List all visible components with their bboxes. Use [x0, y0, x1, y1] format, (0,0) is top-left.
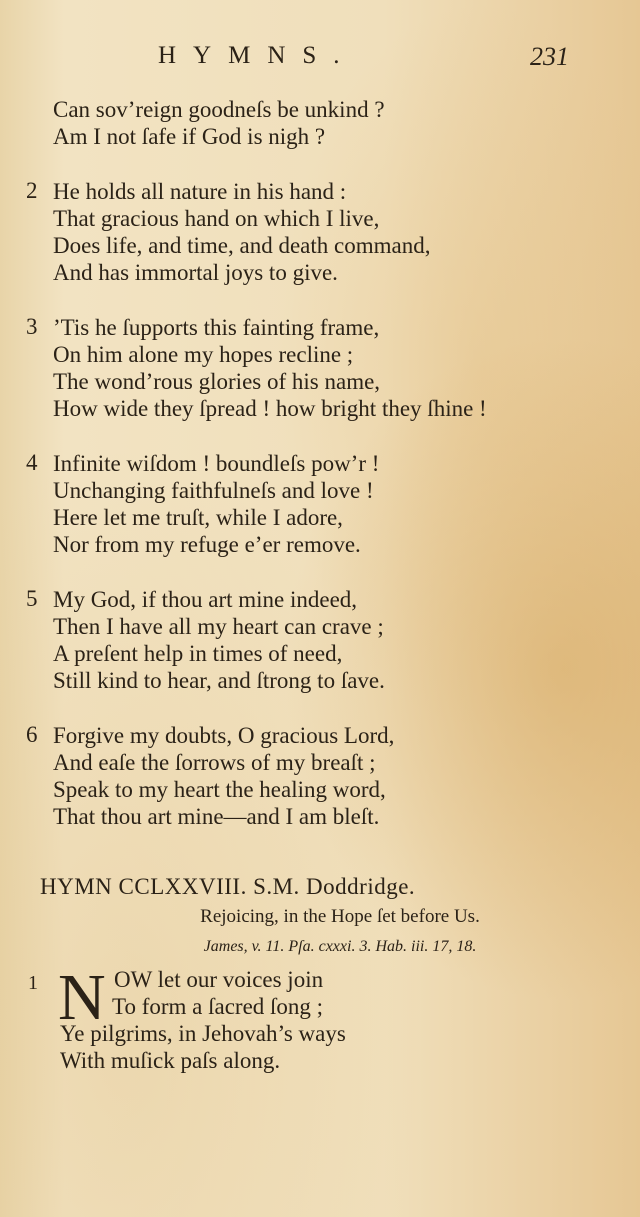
verse-line: With muſick paſs along.	[60, 1048, 281, 1073]
verse-line: And eaſe the ſorrows of my breaſt ;	[53, 750, 376, 775]
verse-line: Speak to my heart the healing word,	[53, 777, 386, 802]
stanza-6	[0, 722, 640, 830]
next-hymn-heading	[0, 874, 640, 956]
verse-line: He holds all nature in his hand :	[53, 179, 347, 204]
page-number: 231	[530, 42, 569, 71]
next-hymn-stanza-1	[0, 961, 640, 1074]
verse-line: To form a ſacred ſong ;	[112, 994, 324, 1019]
stanza-number: 4	[26, 450, 38, 475]
verse-line: The wond’rous glories of his name,	[53, 369, 381, 394]
verse-line: OW let our voices join	[114, 967, 324, 992]
scripture-references: James, v. 11. Pſa. cxxxi. 3. Hab. iii. 17, 18.	[203, 938, 477, 955]
verse-line: Still kind to hear, and ſtrong to ſave.	[53, 668, 385, 693]
stanza-number: 5	[26, 586, 38, 611]
stanza-number: 1	[28, 972, 38, 994]
verse-line: Can sov’reign goodneſs be unkind ?	[53, 97, 385, 122]
verse-line: How wide they ſpread ! how bright they ſhine !	[53, 396, 487, 421]
stanza-continuation	[0, 96, 640, 150]
stanza-4	[0, 450, 640, 558]
verse-line: That gracious hand on which I live,	[53, 206, 380, 231]
verse-line: Infinite wiſdom ! boundleſs pow’r !	[53, 451, 380, 476]
drop-cap: N	[58, 961, 106, 1034]
stanza-number: 3	[26, 314, 38, 339]
verse-line: And has immortal joys to give.	[53, 260, 338, 285]
page-header	[0, 42, 640, 82]
verse-line: Unchanging faithfulneſs and love !	[53, 478, 374, 503]
hymn-subtitle: Rejoicing, in the Hope ſet before Us.	[200, 906, 480, 927]
verse-line: Am I not ſafe if God is nigh ?	[53, 124, 326, 149]
verse-line: My God, if thou art mine indeed,	[53, 587, 358, 612]
verse-line: A preſent help in times of need,	[53, 641, 343, 666]
stanza-2	[0, 178, 640, 286]
hymn-title: HYMN CCLXXVIII. S.M. Doddridge.	[40, 874, 416, 899]
stanza-number: 6	[26, 722, 38, 747]
running-title: HYMNS.	[158, 42, 357, 69]
verse-line: Here let me truſt, while I adore,	[53, 505, 343, 530]
stanza-5	[0, 586, 640, 694]
verse-line: On him alone my hopes recline ;	[53, 342, 354, 367]
verse-line: Ye pilgrims, in Jehovah’s ways	[60, 1021, 346, 1046]
stanza-3	[0, 314, 640, 422]
hymn-body	[0, 96, 640, 858]
verse-line: Does life, and time, and death command,	[53, 233, 431, 258]
verse-line: Nor from my refuge e’er remove.	[53, 532, 361, 557]
verse-line: That thou art mine—and I am bleſt.	[53, 804, 380, 829]
verse-line: Then I have all my heart can crave ;	[53, 614, 384, 639]
stanza-number: 2	[26, 178, 38, 203]
verse-line: Forgive my doubts, O gracious Lord,	[53, 723, 395, 748]
verse-line: ’Tis he ſupports this fainting frame,	[53, 315, 380, 340]
